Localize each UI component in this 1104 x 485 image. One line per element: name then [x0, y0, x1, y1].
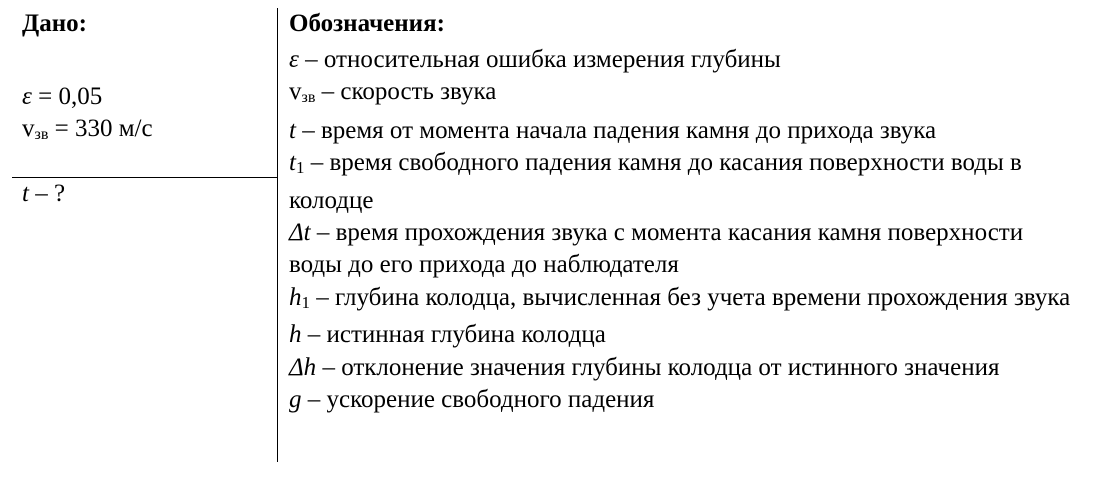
notation-symbol: g: [289, 386, 302, 414]
notation-symbol: v: [289, 78, 302, 106]
find-text: – ?: [28, 180, 66, 207]
notation-item: [289, 147, 1079, 217]
notation-item: [289, 115, 1079, 147]
notation-description: – глубина колодца, вычисленная без учета времени прохождения звука: [310, 283, 1071, 311]
given-heading: Дано:: [22, 10, 87, 37]
notation-item: [289, 217, 1079, 282]
notation-description: – время свободного падения камня до касания поверхности воды в колодце: [289, 149, 1022, 214]
notation-item: [289, 282, 1079, 319]
notation-symbol: Δt: [289, 219, 311, 247]
notation-item: [289, 76, 1079, 114]
notation-heading: Обозначения:: [289, 10, 445, 37]
notation-subscript: 1: [295, 158, 305, 178]
notation-description: – скорость звука: [315, 78, 497, 106]
notation-subscript: 1: [301, 292, 310, 312]
find-symbol: t: [22, 180, 29, 207]
notation-symbol: t: [289, 116, 296, 144]
column-divider: [277, 8, 278, 462]
find-item: [22, 178, 65, 210]
notation-description: – время прохождения звука с момента касания камня поверхности воды до его прихода до наблюдателя: [289, 219, 1024, 279]
notation-item: [289, 44, 1079, 76]
notation-item: [289, 319, 1079, 351]
notation-item: [289, 384, 1079, 416]
notation-symbol: h: [289, 283, 302, 311]
given-item-sound-speed: [22, 113, 153, 151]
notation-list: [289, 44, 1079, 416]
given-value: = 0,05: [31, 83, 103, 110]
notation-description: – относительная ошибка измерения глубины: [298, 46, 781, 73]
given-symbol: ε: [22, 83, 32, 110]
notation-symbol: Δh: [289, 353, 317, 381]
given-value: = 330 м/с: [48, 115, 153, 142]
notation-description: – ускорение свободного падения: [301, 386, 655, 414]
given-symbol: v: [22, 115, 35, 142]
notation-symbol: ε: [289, 46, 299, 73]
notation-description: – отклонение значения глубины колодца от истинного значения: [316, 353, 1000, 381]
given-subscript: зв: [34, 126, 49, 143]
notation-subscript: зв: [301, 89, 316, 107]
given-item-epsilon: [22, 81, 102, 113]
notation-symbol: t: [289, 149, 296, 177]
notation-item: [289, 352, 1079, 384]
notation-description: – время от момента начала падения камня до прихода звука: [295, 116, 937, 144]
notation-symbol: h: [289, 321, 302, 349]
notation-description: – истинная глубина колодца: [301, 321, 606, 349]
